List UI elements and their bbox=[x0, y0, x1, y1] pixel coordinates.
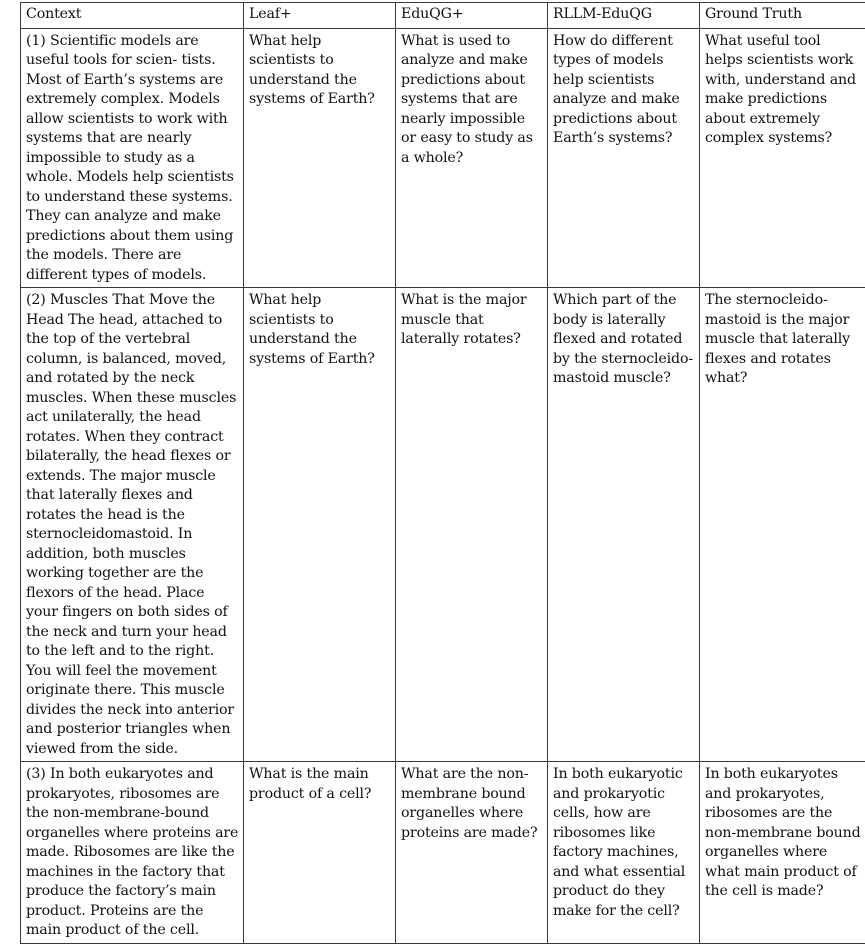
header-eduqg-plus: EduQG+ bbox=[396, 3, 548, 29]
ground-truth-cell: What useful tool helps scientists work with, understand and make predictions about extremely complex systems? bbox=[700, 28, 865, 288]
context-cell: (1) Scientific models are useful tools for scien- tists. Most of Earth’s systems are extremely complex. Models allow scientists to work with systems that are nearly impossible to study as a whole. Models help scientists to understand these systems. They can analyze and make predictions about them using the models. There are different types of models. bbox=[21, 28, 244, 288]
header-context: Context bbox=[21, 3, 244, 29]
rllm-eduqg-cell: In both eukaryotic and prokaryotic cells, how are ribosomes like factory machines, and what essential product do they make for the cell? bbox=[548, 762, 700, 944]
table-header-row bbox=[21, 3, 865, 29]
question-comparison-table bbox=[20, 2, 865, 944]
eduqg-plus-cell: What is used to analyze and make predictions about systems that are nearly impossible or easy to study as a whole? bbox=[396, 28, 548, 288]
header-ground-truth: Ground Truth bbox=[700, 3, 865, 29]
leaf-plus-cell: What help scientists to understand the systems of Earth? bbox=[244, 28, 396, 288]
comparison-table-container bbox=[20, 2, 865, 944]
table-row bbox=[21, 762, 865, 944]
ground-truth-cell: The sternocleido- mastoid is the major muscle that laterally flexes and rotates what? bbox=[700, 288, 865, 762]
header-leaf-plus: Leaf+ bbox=[244, 3, 396, 29]
eduqg-plus-cell: What is the major muscle that laterally rotates? bbox=[396, 288, 548, 762]
context-cell: (2) Muscles That Move the Head The head, attached to the top of the vertebral column, is balanced, moved, and rotated by the neck muscles. When these muscles act unilaterally, the head rotates. When they contract bilaterally, the head flexes or extends. The major muscle that laterally flexes and rotates the head is the sternocleidomastoid. In addition, both muscles working together are the flexors of the head. Place your fingers on both sides of the neck and turn your head to the left and to the right. You will feel the movement originate there. This muscle divides the neck into anterior and posterior triangles when viewed from the side. bbox=[21, 288, 244, 762]
table-row bbox=[21, 288, 865, 762]
rllm-eduqg-cell: How do different types of models help scientists analyze and make predictions about Earth’s systems? bbox=[548, 28, 700, 288]
rllm-eduqg-cell: Which part of the body is laterally flexed and rotated by the sternocleido- mastoid muscle? bbox=[548, 288, 700, 762]
eduqg-plus-cell: What are the non- membrane bound organelles where proteins are made? bbox=[396, 762, 548, 944]
ground-truth-cell: In both eukaryotes and prokaryotes, ribosomes are the non-membrane bound organelles where what main product of the cell is made? bbox=[700, 762, 865, 944]
leaf-plus-cell: What is the main product of a cell? bbox=[244, 762, 396, 944]
context-cell: (3) In both eukaryotes and prokaryotes, ribosomes are the non-membrane-bound organelles where proteins are made. Ribosomes are like the machines in the factory that produce the factory’s main product. Proteins are the main product of the cell. bbox=[21, 762, 244, 944]
header-rllm-eduqg: RLLM-EduQG bbox=[548, 3, 700, 29]
table-row bbox=[21, 28, 865, 288]
leaf-plus-cell: What help scientists to understand the systems of Earth? bbox=[244, 288, 396, 762]
